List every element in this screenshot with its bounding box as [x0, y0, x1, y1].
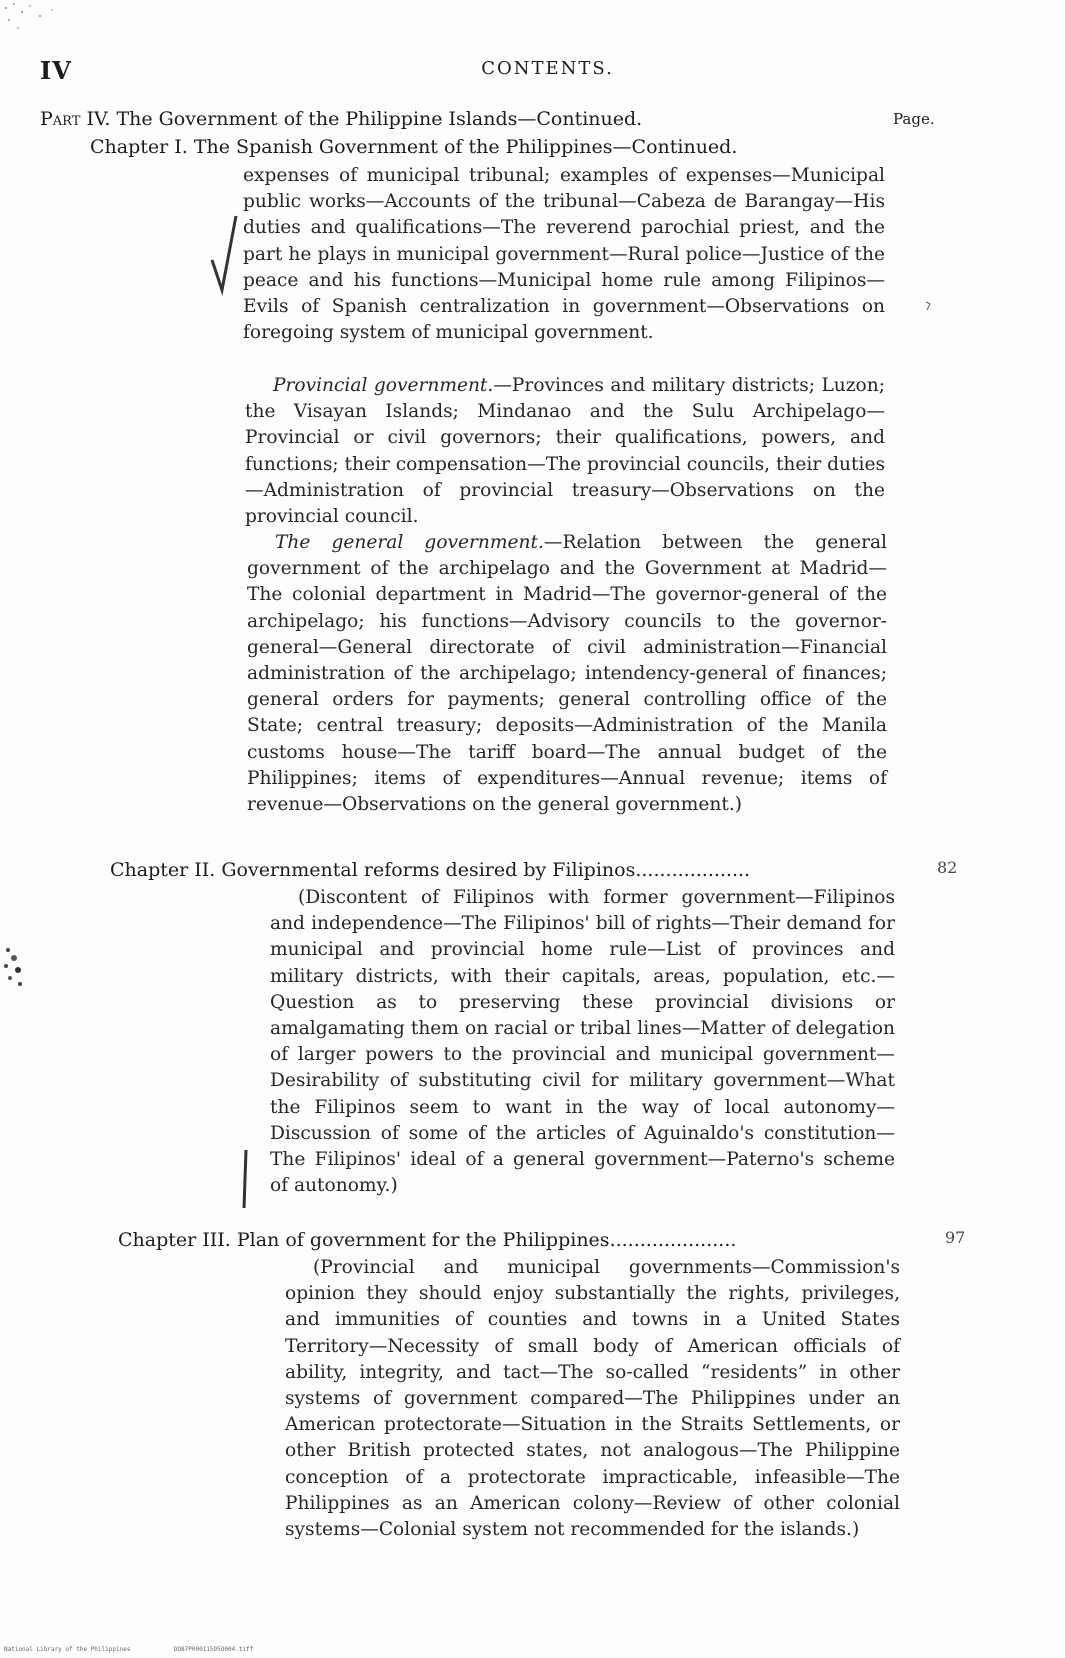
chapter-3-heading	[118, 1229, 736, 1251]
margin-bar-mark	[238, 1148, 252, 1210]
footer-source: National Library of the Philippines	[4, 1646, 131, 1653]
chapter-2-heading	[110, 859, 750, 881]
part-label: Part IV.	[40, 108, 111, 130]
provincial-government-text: —Provinces and military districts; Luzon; the Visayan Islands; Mindanao and the Sulu Archipelago—Provincial or civil governors; their qualifications, powers, and functions; their compensation—The provincial councils, their duties—Administration of provincial treasury—Observations on the provincial council.	[245, 375, 885, 528]
chapter-3-paragraph: (Provincial and municipal governments—Commission's opinion they should enjoy substantially the rights, privileges, and immunities of counties and towns in a United States Territory—Necessity of small body of American officials of ability, integrity, and tact—The so-called “residents” in other systems of government compared—The Philippines under an American protectorate—Situation in the Straits Settlements, or other British protected states, not analogous—The Philippine conception of a protectorate impracticable, infeasible—The Philippines as an American colony—Review of other colonial systems—Colonial system not recommended for the islands.)	[285, 1257, 900, 1541]
scan-footer	[4, 1646, 253, 1653]
contents-title: CONTENTS.	[481, 58, 614, 79]
general-government-text: —Relation between the general government of the archipelago and the Government at Madrid—The colonial department in Madrid—The governor-general of the archipelago; his functions—Advisory councils to the governor-general—General directorate of civil administration—Financial administration of the archipelago; intendency-general of finances; general orders for payments; general controlling office of the State; central treasury; deposits—Administration of the Manila customs house—The tariff board—The annual budget of the Philippines; items of expenditures—Annual revenue; items of revenue—Observations on the general government.)	[247, 532, 888, 816]
page-column-heading: Page.	[893, 110, 935, 128]
part-title: The Government of the Philippine Islands—Continued.	[116, 108, 643, 130]
chapter-1-paragraph-provincial	[245, 373, 885, 530]
margin-check-mark	[208, 212, 244, 296]
chapter-3-label: Chapter III.	[118, 1229, 231, 1251]
chapter-1-heading	[90, 136, 737, 158]
corner-speckle	[0, 0, 70, 48]
chapter-1-paragraph-1: expenses of municipal tribunal; examples of expenses—Municipal public works—Accounts of the tribunal—Cabeza de Barangay—His duties and qualifications—The reverend parochial priest, and the part he plays in municipal government—Rural police—Justice of the peace and his functions—Municipal home rule among Filipinos—Evils of Spanish centralization in government—Observations on foregoing system of municipal government.	[243, 165, 885, 344]
stray-mark	[924, 300, 932, 312]
chapter-2-paragraph: (Discontent of Filipinos with former government—Filipinos and independence—The Filipinos' bill of rights—Their demand for municipal and provincial home rule—List of provinces and military districts, with their capitals, areas, population, etc.—Question as to preserving these provincial divisions or amalgamating them on racial or tribal lines—Matter of delegation of larger powers to the provincial and municipal government—Desirability of substituting civil for military government—What the Filipinos seem to want in the way of local autonomy—Discussion of some of the articles of Aguinaldo's constitution—The Filipinos' ideal of a general government—Paterno's scheme of autonomy.)	[270, 887, 895, 1197]
general-government-heading: The general government.	[275, 532, 544, 553]
margin-smudge	[0, 944, 28, 990]
chapter-1-title: The Spanish Government of the Philippines—Continued.	[193, 136, 738, 158]
chapter-2-label: Chapter II.	[110, 859, 216, 881]
chapter-3-leader: .....................	[609, 1229, 737, 1251]
chapter-1-label: Chapter I.	[90, 136, 188, 158]
chapter-2-leader: ...................	[635, 859, 751, 881]
provincial-government-heading: Provincial government.	[273, 375, 494, 396]
page-roman-numeral: IV	[40, 56, 72, 85]
part-heading	[40, 108, 642, 130]
chapter-2-title: Governmental reforms desired by Filipinos	[221, 859, 636, 881]
chapter-2-page-number: 82	[937, 858, 958, 877]
chapter-1-paragraph-general	[247, 530, 887, 818]
chapter-3-page-number: 97	[945, 1228, 966, 1247]
chapter-3-title: Plan of government for the Philippines	[236, 1229, 610, 1251]
footer-file: DO87P00011595O004.tiff	[173, 1646, 254, 1653]
